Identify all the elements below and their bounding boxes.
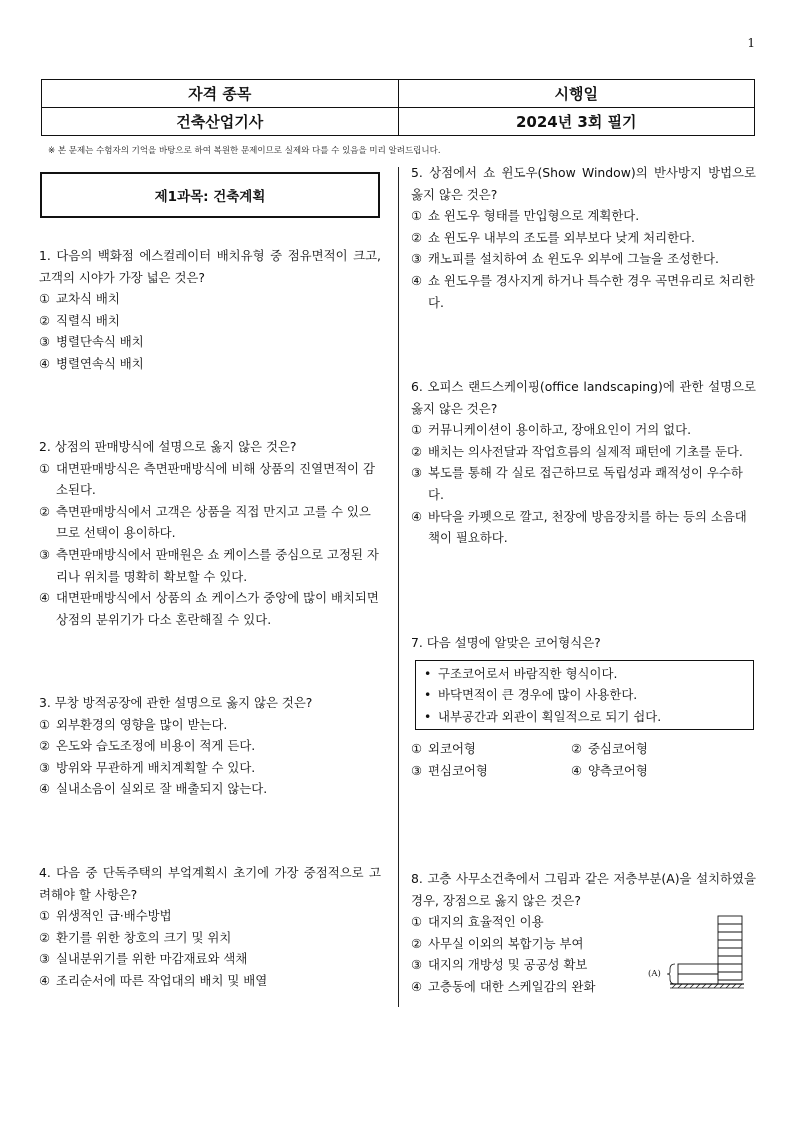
option-4[interactable]: ④ 바닥을 카펫으로 깔고, 천장에 방음장치를 하는 등의 소음대책이 필요하다. (411, 508, 747, 546)
option-3[interactable]: ③ 대지의 개방성 및 공공성 확보 (411, 957, 588, 973)
header-date: 2024년 3회 필기 (398, 108, 755, 136)
page-number: 1 (747, 36, 755, 50)
high-rise-tower (718, 916, 742, 980)
question-2 (39, 436, 381, 630)
condition-item: • 내부공간과 외관이 획일적으로 되기 쉽다. (424, 708, 662, 724)
option-3[interactable]: ③ 측면판매방식에서 판매원은 쇼 케이스를 중심으로 고정된 자리나 위치를 명확히 확보할 수 있다. (39, 546, 379, 584)
option-1[interactable]: ① 외코어형 (411, 741, 476, 757)
question-stem: 2. 상점의 판매방식에 설명으로 옳지 않은 것은? (39, 439, 297, 454)
option-1[interactable]: ① 커뮤니케이션이 용이하고, 장애요인이 거의 없다. (411, 422, 692, 438)
question-stem: 4. 다음 중 단독주택의 부엌계획시 초기에 가장 중점적으로 고려해야 할 사항은? (39, 865, 381, 902)
option-1[interactable]: ① 대면판매방식은 측면판매방식에 비해 상품의 진열면적이 감소된다. (39, 460, 375, 498)
question-stem: 6. 오피스 랜드스케이핑(office landscaping)에 관한 설명으로 옳지 않은 것은? (411, 379, 756, 416)
condition-item: • 구조코어로서 바람직한 형식이다. (424, 665, 618, 681)
option-3[interactable]: ③ 실내분위기를 위한 마감재료와 색채 (39, 951, 248, 967)
option-3[interactable]: ③ 복도를 통해 각 실로 접근하므로 독립성과 쾌적성이 우수하다. (411, 465, 743, 502)
ground-hatch (670, 984, 744, 988)
question-stem: 1. 다음의 백화점 에스컬레이터 배치유형 중 점유면적이 크고, 고객의 시야가 가장 넓은 것은? (39, 248, 381, 285)
question-stem: 5. 상점에서 쇼 윈도우(Show Window)의 반사방지 방법으로 옳지 않은 것은? (411, 165, 756, 202)
question-3 (39, 692, 381, 800)
option-4[interactable]: ④ 병렬연속식 배치 (39, 355, 144, 371)
option-2[interactable]: ② 중심코어형 (571, 741, 648, 757)
option-2[interactable]: ② 쇼 윈도우 내부의 조도를 외부보다 낮게 처리한다. (411, 229, 695, 245)
option-3[interactable]: ③ 편심코어형 (411, 762, 488, 778)
question-5 (411, 162, 756, 313)
section-title: 제1과목: 건축계획 (40, 172, 380, 218)
exam-header-table (41, 79, 755, 136)
question-6 (411, 376, 756, 549)
option-2[interactable]: ② 측면판매방식에서 고객은 상품을 직접 만지고 고를 수 있으므로 선택이 용이하다. (39, 503, 371, 541)
question-stem: 3. 무창 방적공장에 관한 설명으로 옳지 않은 것은? (39, 695, 313, 710)
header-subject: 건축산업기사 (42, 108, 399, 136)
option-2[interactable]: ② 직렬식 배치 (39, 312, 120, 328)
question-stem: 8. 고층 사무소건축에서 그림과 같은 저층부분(A)을 설치하였을 경우, 장점으로 옳지 않은 것은? (411, 871, 756, 908)
option-4[interactable]: ④ 양측코어형 (571, 762, 648, 778)
podium-brace (667, 964, 675, 984)
condition-box (415, 660, 754, 731)
option-2[interactable]: ② 환기를 위한 창호의 크기 및 위치 (39, 929, 232, 945)
option-1[interactable]: ① 교차식 배치 (39, 291, 120, 307)
option-4[interactable]: ④ 대면판매방식에서 상품의 쇼 케이스가 중앙에 많이 배치되면 상점의 분위기가 다소 혼란해질 수 있다. (39, 590, 379, 627)
option-1[interactable]: ① 쇼 윈도우 형태를 만입형으로 계획한다. (411, 208, 640, 224)
option-3[interactable]: ③ 병렬단속식 배치 (39, 334, 144, 350)
option-2[interactable]: ② 배치는 의사전달과 작업흐름의 실제적 패턴에 기초를 둔다. (411, 443, 743, 459)
option-4[interactable]: ④ 실내소음이 실외로 잘 배출되지 않는다. (39, 781, 268, 797)
option-1[interactable]: ① 대지의 효율적인 이용 (411, 914, 544, 930)
question-4 (39, 862, 381, 992)
question-7 (411, 632, 756, 782)
option-grid (411, 738, 756, 781)
question-1 (39, 245, 381, 375)
question-stem: 7. 다음 설명에 알맞은 코어형식은? (411, 635, 601, 650)
option-1[interactable]: ① 외부환경의 영향을 많이 받는다. (39, 716, 228, 732)
option-4[interactable]: ④ 조리순서에 따른 작업대의 배치 및 배열 (39, 972, 268, 988)
option-3[interactable]: ③ 방위와 무관하게 배치계획할 수 있다. (39, 759, 256, 775)
option-2[interactable]: ② 사무실 이외의 복합기능 부여 (411, 935, 584, 951)
low-rise-podium (678, 964, 742, 984)
building-section-figure (648, 914, 744, 996)
column-divider (398, 167, 399, 1007)
header-label-date: 시행일 (398, 80, 755, 108)
option-2[interactable]: ② 온도와 습도조정에 비용이 적게 든다. (39, 738, 256, 754)
figure-label-a: (A) (648, 969, 661, 979)
notice-text: ※ 본 문제는 수험자의 기억을 바탕으로 하여 복원한 문제이므로 실제와 다를 수 있음을 미리 알려드립니다. (48, 146, 441, 156)
option-1[interactable]: ① 위생적인 급·배수방법 (39, 908, 172, 924)
option-4[interactable]: ④ 쇼 윈도우를 경사지게 하거나 특수한 경우 곡면유리로 처리한다. (411, 272, 755, 310)
option-3[interactable]: ③ 캐노피를 설치하여 쇼 윈도우 외부에 그늘을 조성한다. (411, 251, 719, 267)
option-4[interactable]: ④ 고층동에 대한 스케일감의 완화 (411, 978, 596, 994)
header-label-subject: 자격 종목 (42, 80, 399, 108)
condition-item: • 바닥면적이 큰 경우에 많이 사용한다. (424, 687, 638, 703)
